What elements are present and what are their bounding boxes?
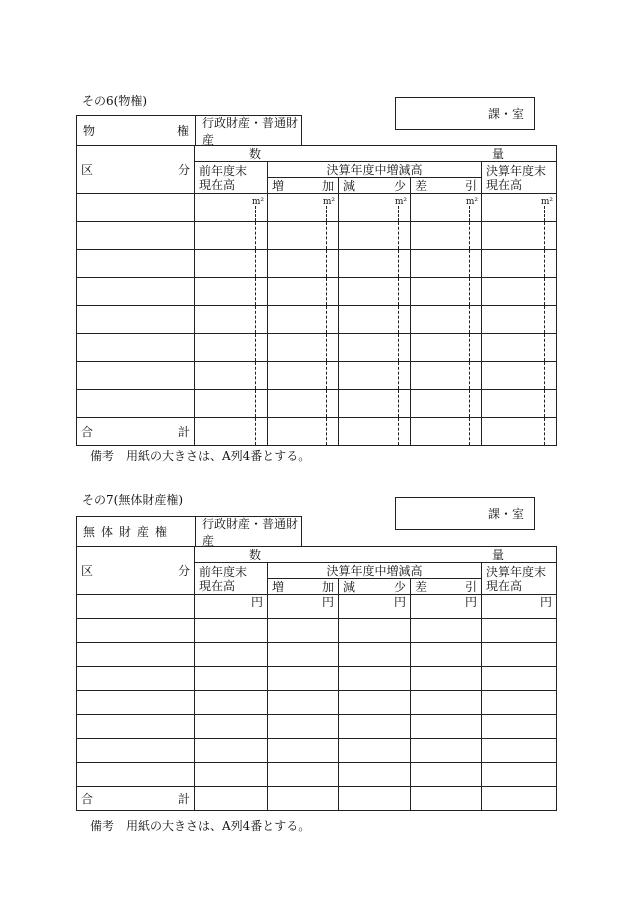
section2-title: その7(無体財産権): [82, 493, 183, 507]
section1-kubun-header: 区 分: [77, 146, 195, 194]
section2-diff-header: 差 引: [411, 579, 482, 595]
section2-category-row: [76, 516, 302, 547]
section1-quantity-header: 数 量: [195, 146, 557, 162]
section1-office-label: 課・室: [487, 107, 524, 121]
table-row: [77, 306, 557, 334]
section1-total-label: 合 計: [77, 418, 195, 446]
section1-category-row: [76, 115, 302, 146]
section2-settle-end-header: 決算年度末 現在高: [482, 563, 557, 595]
section2-category-value: 行政財産・普通財産: [202, 516, 299, 548]
section1-table: [76, 145, 557, 446]
table-row: [77, 250, 557, 278]
section2-office-box[interactable]: [395, 497, 535, 530]
section1-diff-header: 差 引: [411, 178, 482, 194]
table-row: [77, 278, 557, 306]
section2-decrease-header: 減 少: [339, 579, 411, 595]
section1-note: 備考 用紙の大きさは、A列4番とする。: [90, 449, 311, 463]
section1-row-label[interactable]: [77, 194, 195, 222]
table-row: [77, 739, 557, 763]
table-row: [77, 691, 557, 715]
section1-decrease-header: 減 少: [339, 178, 411, 194]
section1-change-header: 決算年度中増減高: [268, 162, 482, 178]
section2-total-label: 合 計: [77, 787, 195, 811]
section2-office-label: 課・室: [487, 507, 524, 521]
section2-row-label[interactable]: [77, 595, 195, 619]
section1-category-value: 行政財産・普通財産: [202, 115, 299, 147]
section2-table: [76, 546, 557, 811]
section2-increase-header: 増 加: [268, 579, 339, 595]
section2-total-row: [77, 787, 557, 811]
table-row: [77, 194, 557, 222]
table-row: 円 円 円 円 円: [77, 595, 557, 619]
section1-category-name: 物 権: [77, 116, 196, 145]
section2-quantity-header: 数 量: [195, 547, 557, 563]
section1-title: その6(物権): [82, 94, 147, 108]
section2-category-name: 無体財産権: [77, 517, 196, 546]
table-row: [77, 334, 557, 362]
table-row: [77, 222, 557, 250]
section1-cell[interactable]: m²: [482, 194, 557, 222]
section1-total-row: [77, 418, 557, 446]
table-row: [77, 715, 557, 739]
section2-note: 備考 用紙の大きさは、A列4番とする。: [90, 819, 311, 833]
table-row: [77, 390, 557, 418]
table-row: [77, 619, 557, 643]
section1-cell[interactable]: m²: [411, 194, 482, 222]
section1-cell[interactable]: m²: [339, 194, 411, 222]
section1-prev-end-header: 前年度末 現在高: [195, 162, 268, 194]
section1-cell[interactable]: m²: [268, 194, 339, 222]
section1-cell[interactable]: m²: [195, 194, 268, 222]
table-row: [77, 362, 557, 390]
table-row: [77, 643, 557, 667]
section2-prev-end-header: 前年度末 現在高: [195, 563, 268, 595]
section1-office-box[interactable]: [395, 97, 535, 130]
table-row: [77, 667, 557, 691]
table-row: [77, 763, 557, 787]
section2-change-header: 決算年度中増減高: [268, 563, 482, 579]
section2-kubun-header: 区 分: [77, 547, 195, 595]
section1-increase-header: 増 加: [268, 178, 339, 194]
section1-settle-end-header: 決算年度末 現在高: [482, 162, 557, 194]
